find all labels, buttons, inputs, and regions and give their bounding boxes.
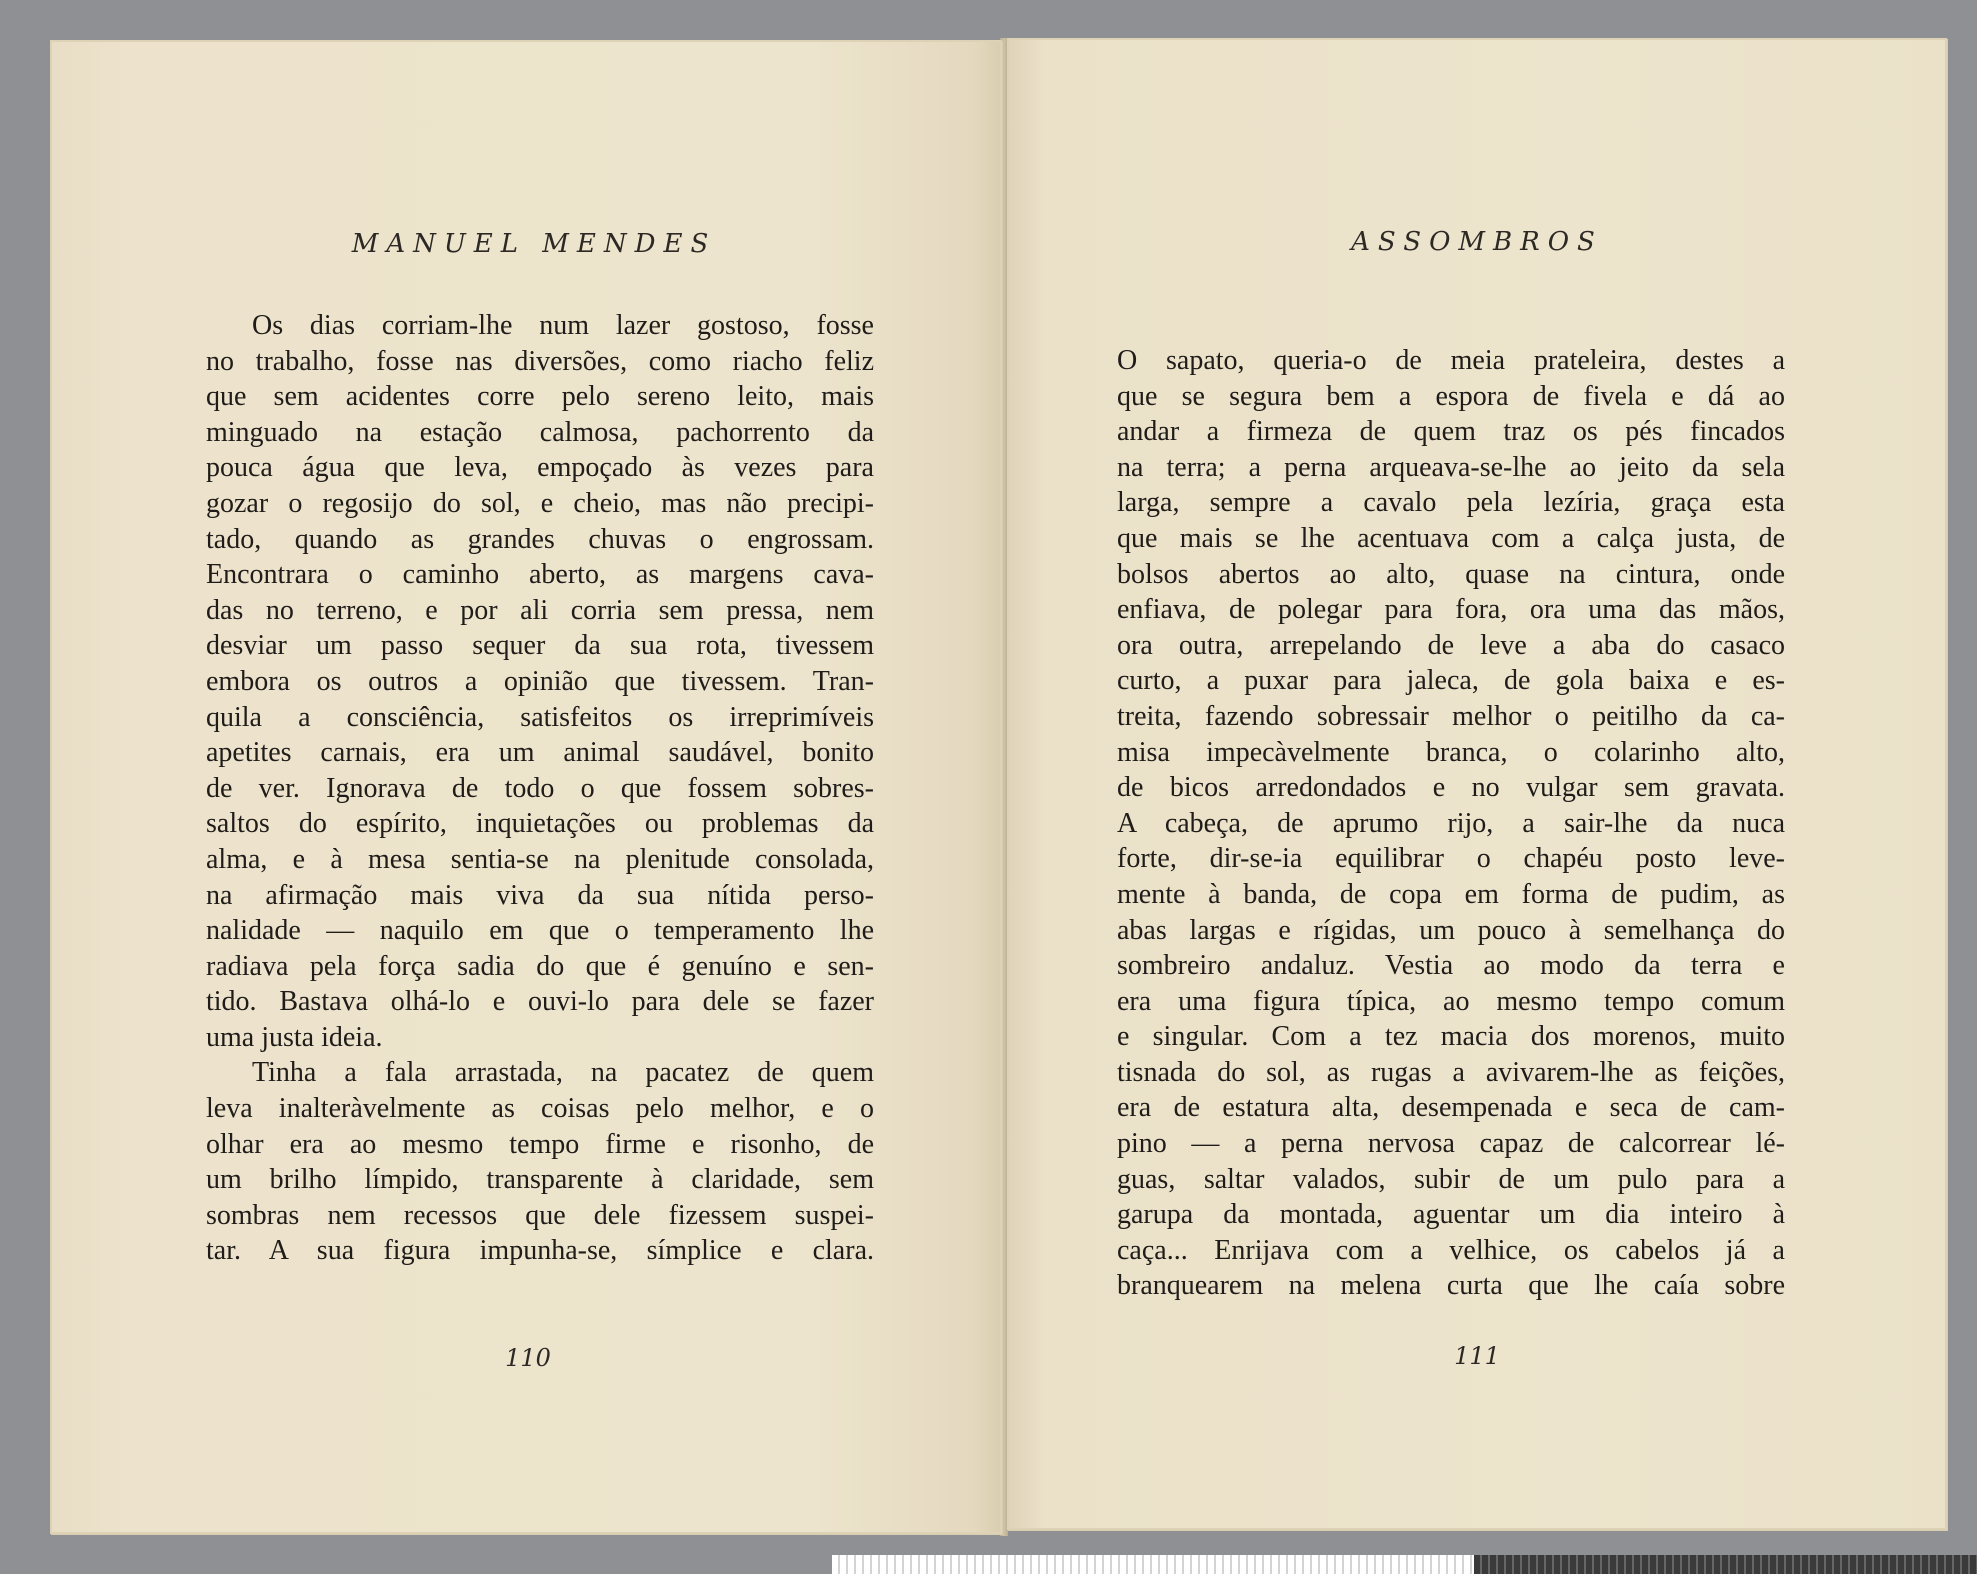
text-line: leva inalteràvelmente as coisas pelo melhor, e o	[206, 1093, 874, 1125]
text-line: A cabeça, de aprumo rijo, a sair-lhe da nuca	[1117, 807, 1785, 839]
text-line: saltos do espírito, inquietações ou problemas da	[206, 808, 874, 840]
scale-ruler-dark-segment	[1474, 1555, 1977, 1574]
text-line: embora os outros a opinião que tivessem. Tran-	[206, 665, 874, 697]
text-line: tado, quando as grandes chuvas o engrossam.	[206, 523, 874, 555]
text-line: era uma figura típica, ao mesmo tempo comum	[1117, 985, 1785, 1017]
right-page-text	[1117, 343, 1785, 1304]
text-line: de ver. Ignorava de todo o que fossem sobres-	[206, 772, 874, 804]
text-line: alma, e à mesa sentia-se na plenitude consolada,	[206, 843, 874, 875]
text-line: que se segura bem a espora de fivela e dá ao	[1117, 380, 1785, 412]
text-line: misa impecàvelmente branca, o colarinho alto,	[1117, 736, 1785, 768]
running-head-author: MANUEL MENDES	[351, 229, 717, 259]
text-line: abas largas e rígidas, um pouco à semelhança do	[1117, 914, 1785, 946]
text-line: das no terreno, e por ali corria sem pressa, nem	[206, 594, 874, 626]
text-line: curto, a puxar para jaleca, de gola baixa e es-	[1117, 665, 1785, 697]
left-page-text	[206, 308, 874, 1269]
text-line: pouca água que leva, empoçado às vezes para	[206, 452, 874, 484]
text-line: branquearem na melena curta que lhe caía sobre	[1117, 1270, 1785, 1302]
text-line: tar. A sua figura impunha-se, símplice e clara.	[206, 1235, 874, 1267]
text-line: larga, sempre a cavalo pela lezíria, graça esta	[1117, 487, 1785, 519]
right-page	[1007, 38, 1947, 1530]
text-line: apetites carnais, era um animal saudável, bonito	[206, 737, 874, 769]
text-line: mente à banda, de copa em forma de pudim, as	[1117, 878, 1785, 910]
text-line: e singular. Com a tez macia dos morenos, muito	[1117, 1021, 1785, 1053]
text-line: de bicos arredondados e no vulgar sem gravata.	[1117, 772, 1785, 804]
text-line: que sem acidentes corre pelo sereno leito, mais	[206, 381, 874, 413]
text-line: era de estatura alta, desempenada e seca de cam-	[1117, 1092, 1785, 1124]
text-line: gozar o regosijo do sol, e cheio, mas não precipi-	[206, 487, 874, 519]
text-line: guas, saltar valados, subir de um pulo para a	[1117, 1163, 1785, 1195]
page-number: 110	[505, 1344, 551, 1372]
running-head-title: ASSOMBROS	[1351, 227, 1603, 257]
text-line: bolsos abertos ao alto, quase na cintura, onde	[1117, 558, 1785, 590]
text-line: minguado na estação calmosa, pachorrento da	[206, 416, 874, 448]
text-line: quila a consciência, satisfeitos os irreprimíveis	[206, 701, 874, 733]
text-line: que mais se lhe acentuava com a calça justa, de	[1117, 522, 1785, 554]
text-line: forte, dir-se-ia equilibrar o chapéu posto leve-	[1117, 843, 1785, 875]
text-line: uma justa ideia.	[206, 1021, 383, 1053]
scale-ruler	[832, 1555, 1977, 1574]
text-line: caça... Enrijava com a velhice, os cabelos já a	[1117, 1234, 1785, 1266]
text-line: tisnada do sol, as rugas a avivarem-lhe as feições,	[1117, 1056, 1785, 1088]
text-line: sombreiro andaluz. Vestia ao modo da terra e	[1117, 950, 1785, 982]
text-line: na terra; a perna arqueava-se-lhe ao jeito da sela	[1117, 451, 1785, 483]
text-line: desviar um passo sequer da sua rota, tivessem	[206, 630, 874, 662]
text-line: garupa da montada, aguentar um dia inteiro à	[1117, 1199, 1785, 1231]
text-line: treita, fazendo sobressair melhor o peitilho da ca-	[1117, 700, 1785, 732]
text-line: Os dias corriam-lhe num lazer gostoso, fosse	[252, 310, 874, 341]
text-line: andar a firmeza de quem traz os pés fincados	[1117, 416, 1785, 448]
text-line: olhar era ao mesmo tempo firme e risonho, de	[206, 1128, 874, 1160]
text-line: Encontrara o caminho aberto, as margens cava-	[206, 559, 874, 591]
text-line: no trabalho, fosse nas diversões, como riacho feliz	[206, 345, 874, 377]
page-number: 111	[1454, 1342, 1500, 1370]
text-line: enfiava, de polegar para fora, ora uma das mãos,	[1117, 594, 1785, 626]
left-page	[50, 40, 1002, 1534]
text-line: sombras nem recessos que dele fizessem suspei-	[206, 1199, 874, 1231]
text-line: um brilho límpido, transparente à claridade, sem	[206, 1164, 874, 1196]
text-line: ora outra, arrepelando de leve a aba do casaco	[1117, 629, 1785, 661]
text-line: radiava pela força sadia do que é genuíno e sen-	[206, 950, 874, 982]
text-line: pino — a perna nervosa capaz de calcorrear lé-	[1117, 1128, 1785, 1160]
text-line: na afirmação mais viva da sua nítida perso-	[206, 879, 874, 911]
text-line: nalidade — naquilo em que o temperamento lhe	[206, 915, 874, 947]
text-line: tido. Bastava olhá-lo e ouvi-lo para dele se fazer	[206, 986, 874, 1018]
text-line: O sapato, queria-o de meia prateleira, destes a	[1117, 345, 1785, 376]
text-line: Tinha a fala arrastada, na pacatez de quem	[252, 1057, 874, 1089]
